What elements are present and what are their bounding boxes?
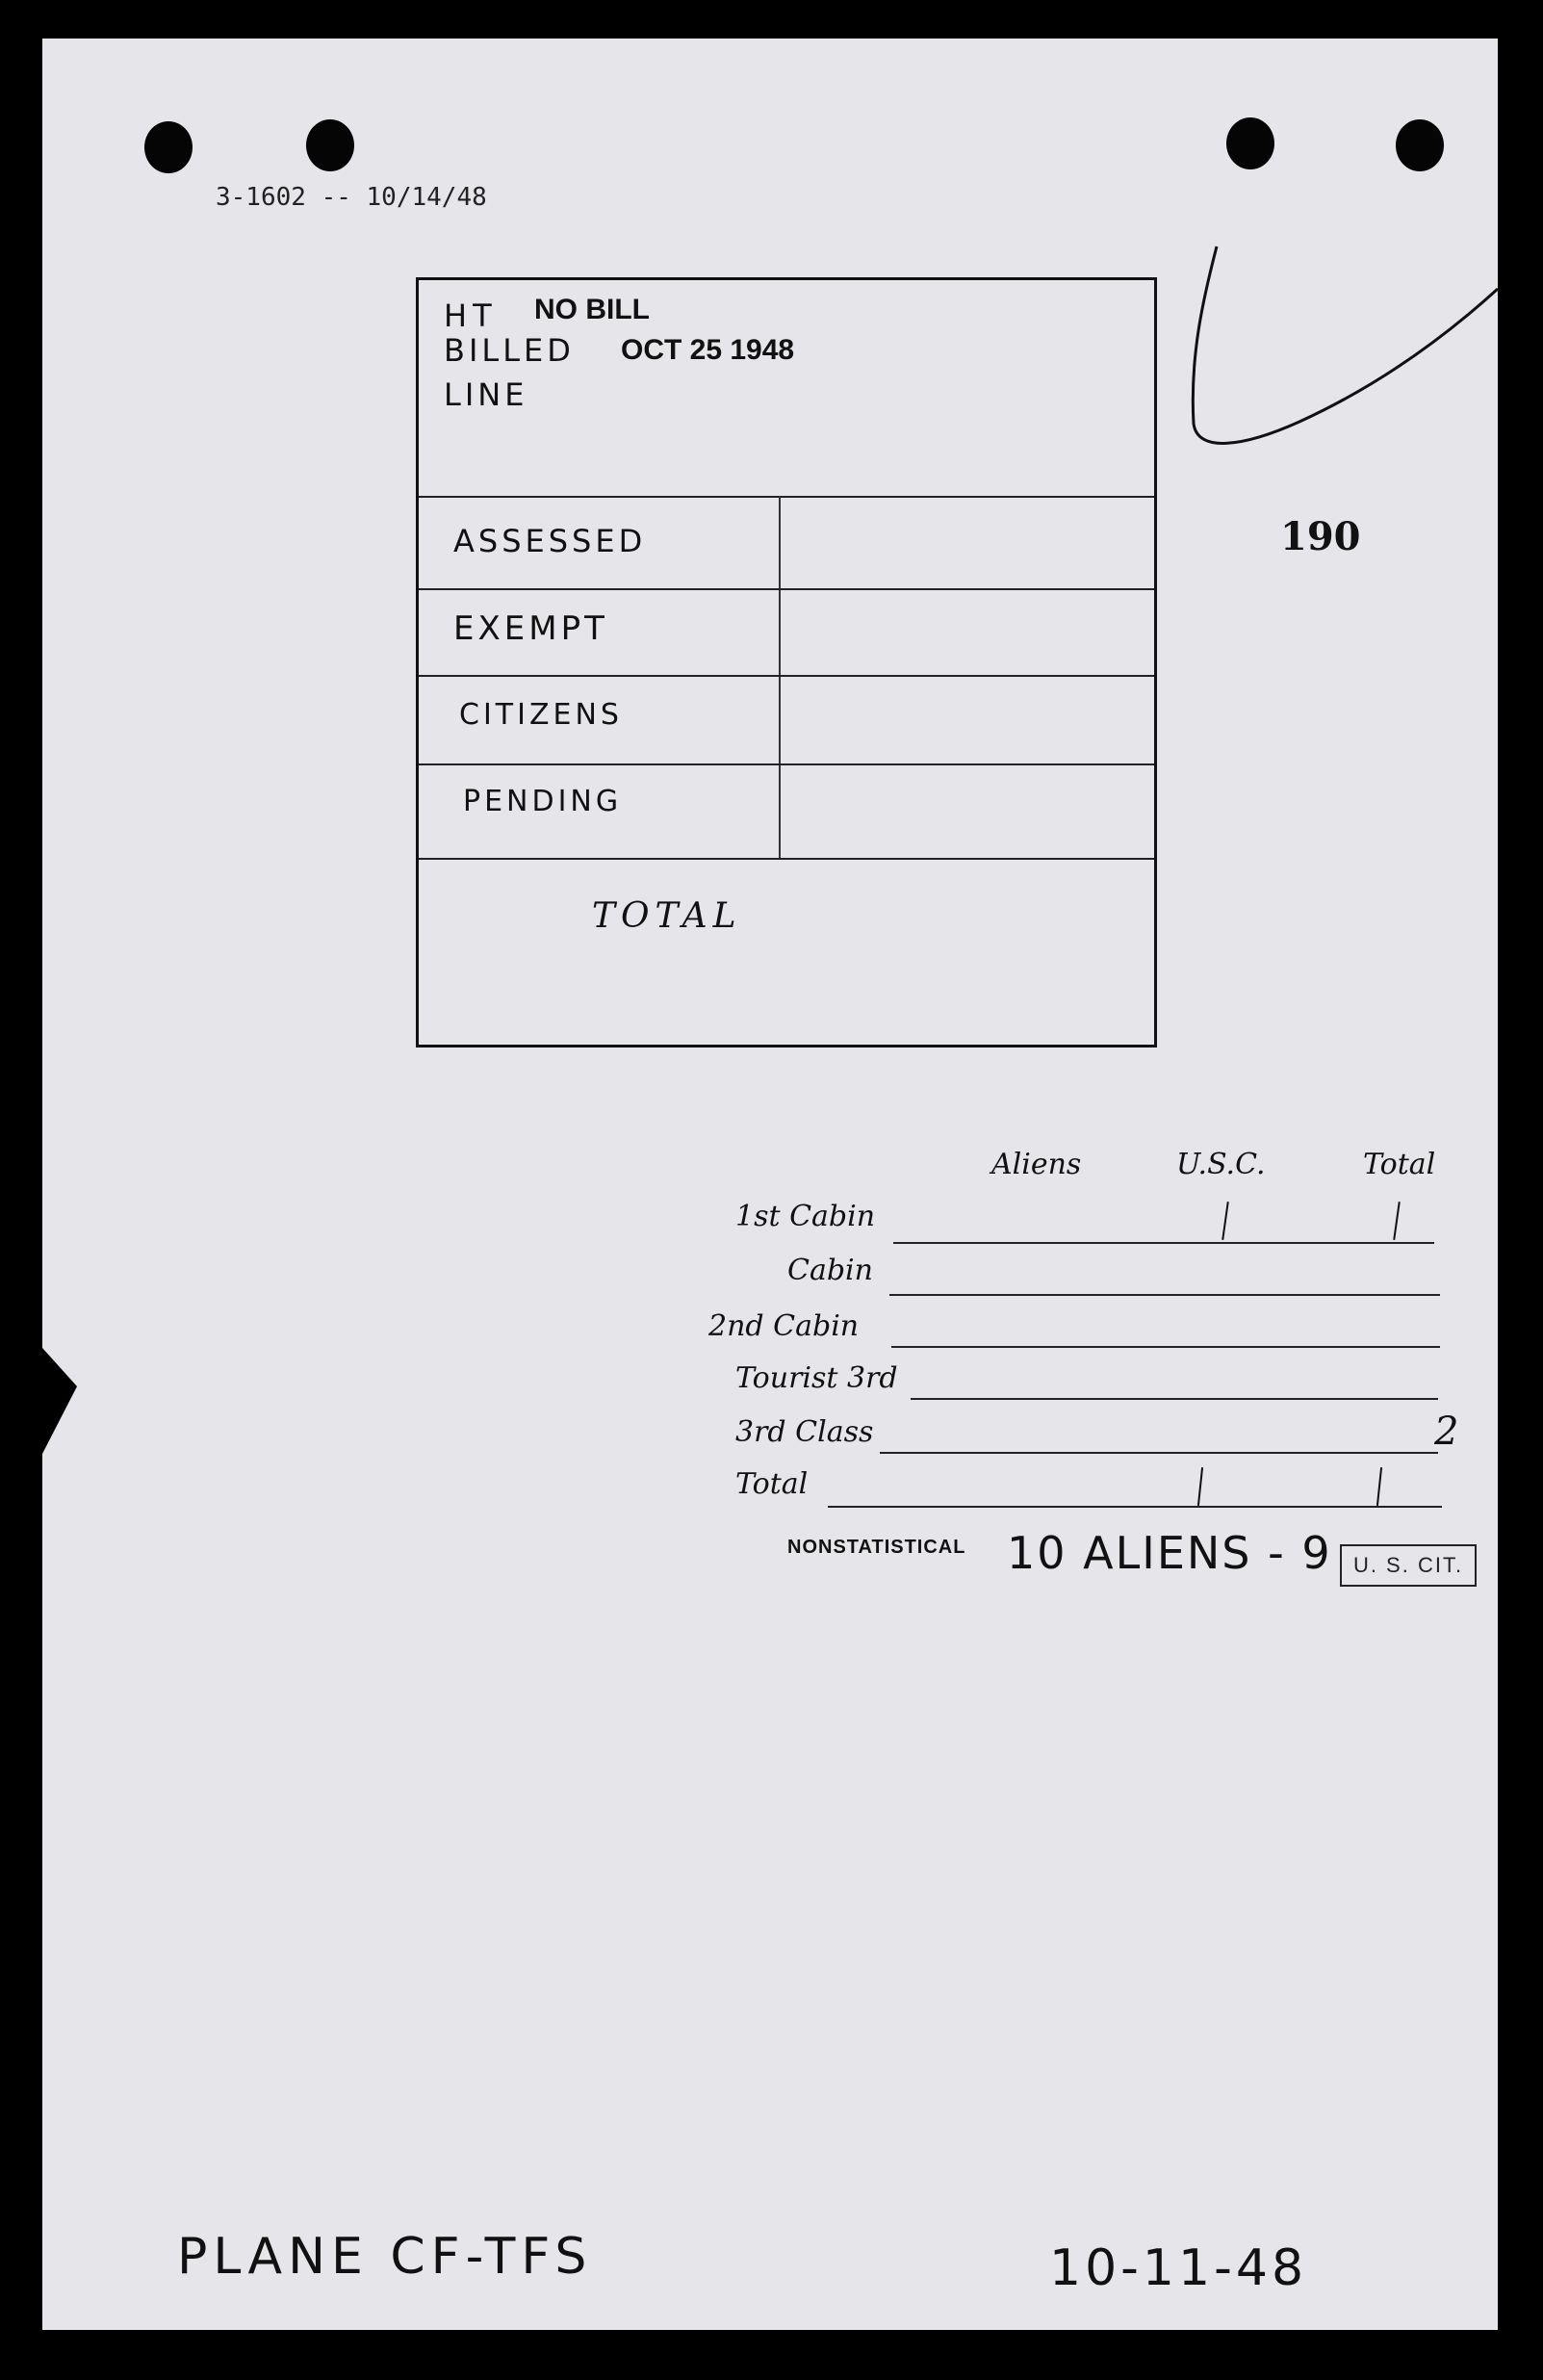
punch-hole-2 — [306, 119, 354, 171]
row-3rd-class-line — [880, 1452, 1438, 1454]
box-column-divider — [779, 496, 781, 858]
box-divider-2 — [419, 588, 1154, 590]
exempt-label: EXEMPT — [453, 609, 608, 648]
file-reference: 3-1602 -- 10/14/48 — [216, 183, 487, 212]
nonstatistical-stamp: NONSTATISTICAL — [787, 1537, 966, 1558]
row-total-line — [828, 1506, 1442, 1508]
row-1st-cabin: 1st Cabin — [735, 1200, 876, 1233]
row-tourist-3rd: Tourist 3rd — [735, 1361, 898, 1395]
assessed-label: ASSESSED — [453, 523, 647, 559]
box-divider-1 — [419, 496, 1154, 498]
pending-label: PENDING — [463, 785, 623, 818]
row-cabin-line — [889, 1294, 1440, 1296]
ht-label: HT — [444, 298, 498, 334]
col-usc: U.S.C. — [1176, 1148, 1266, 1181]
page-edge-notch — [42, 1348, 77, 1454]
no-bill-stamp: NO BILL — [534, 294, 650, 325]
citizens-label: CITIZENS — [459, 698, 623, 732]
row-3rd-class: 3rd Class — [735, 1415, 874, 1449]
nonstatistical-note: 10 ALIENS - 9 — [1007, 1527, 1332, 1579]
box-divider-5 — [419, 858, 1154, 860]
check-mark — [1184, 241, 1502, 462]
plane-identifier: PLANE CF-TFS — [177, 2228, 593, 2286]
footer-date: 10-11-48 — [1049, 2239, 1308, 2297]
total-label: TOTAL — [592, 896, 742, 936]
punch-hole-3 — [1226, 117, 1274, 169]
billing-box — [416, 277, 1157, 1048]
line-label: LINE — [444, 376, 528, 413]
billed-date-stamp: OCT 25 1948 — [621, 334, 795, 366]
punch-hole-1 — [144, 121, 193, 173]
box-divider-3 — [419, 675, 1154, 677]
row-1st-cabin-line — [893, 1242, 1434, 1244]
col-aliens: Aliens — [991, 1148, 1082, 1181]
punch-hole-4 — [1396, 119, 1444, 171]
page-number: 190 — [1280, 514, 1361, 559]
row-3rd-class-total: 2 — [1434, 1410, 1459, 1454]
row-2nd-cabin: 2nd Cabin — [708, 1309, 860, 1343]
us-cit-stamp: U. S. CIT. — [1340, 1544, 1477, 1587]
row-tourist-3rd-line — [911, 1398, 1438, 1400]
box-divider-4 — [419, 763, 1154, 765]
row-2nd-cabin-line — [891, 1346, 1440, 1348]
row-total: Total — [735, 1467, 809, 1501]
col-total: Total — [1363, 1148, 1436, 1181]
billed-label: BILLED — [444, 332, 575, 369]
row-cabin: Cabin — [787, 1254, 873, 1287]
